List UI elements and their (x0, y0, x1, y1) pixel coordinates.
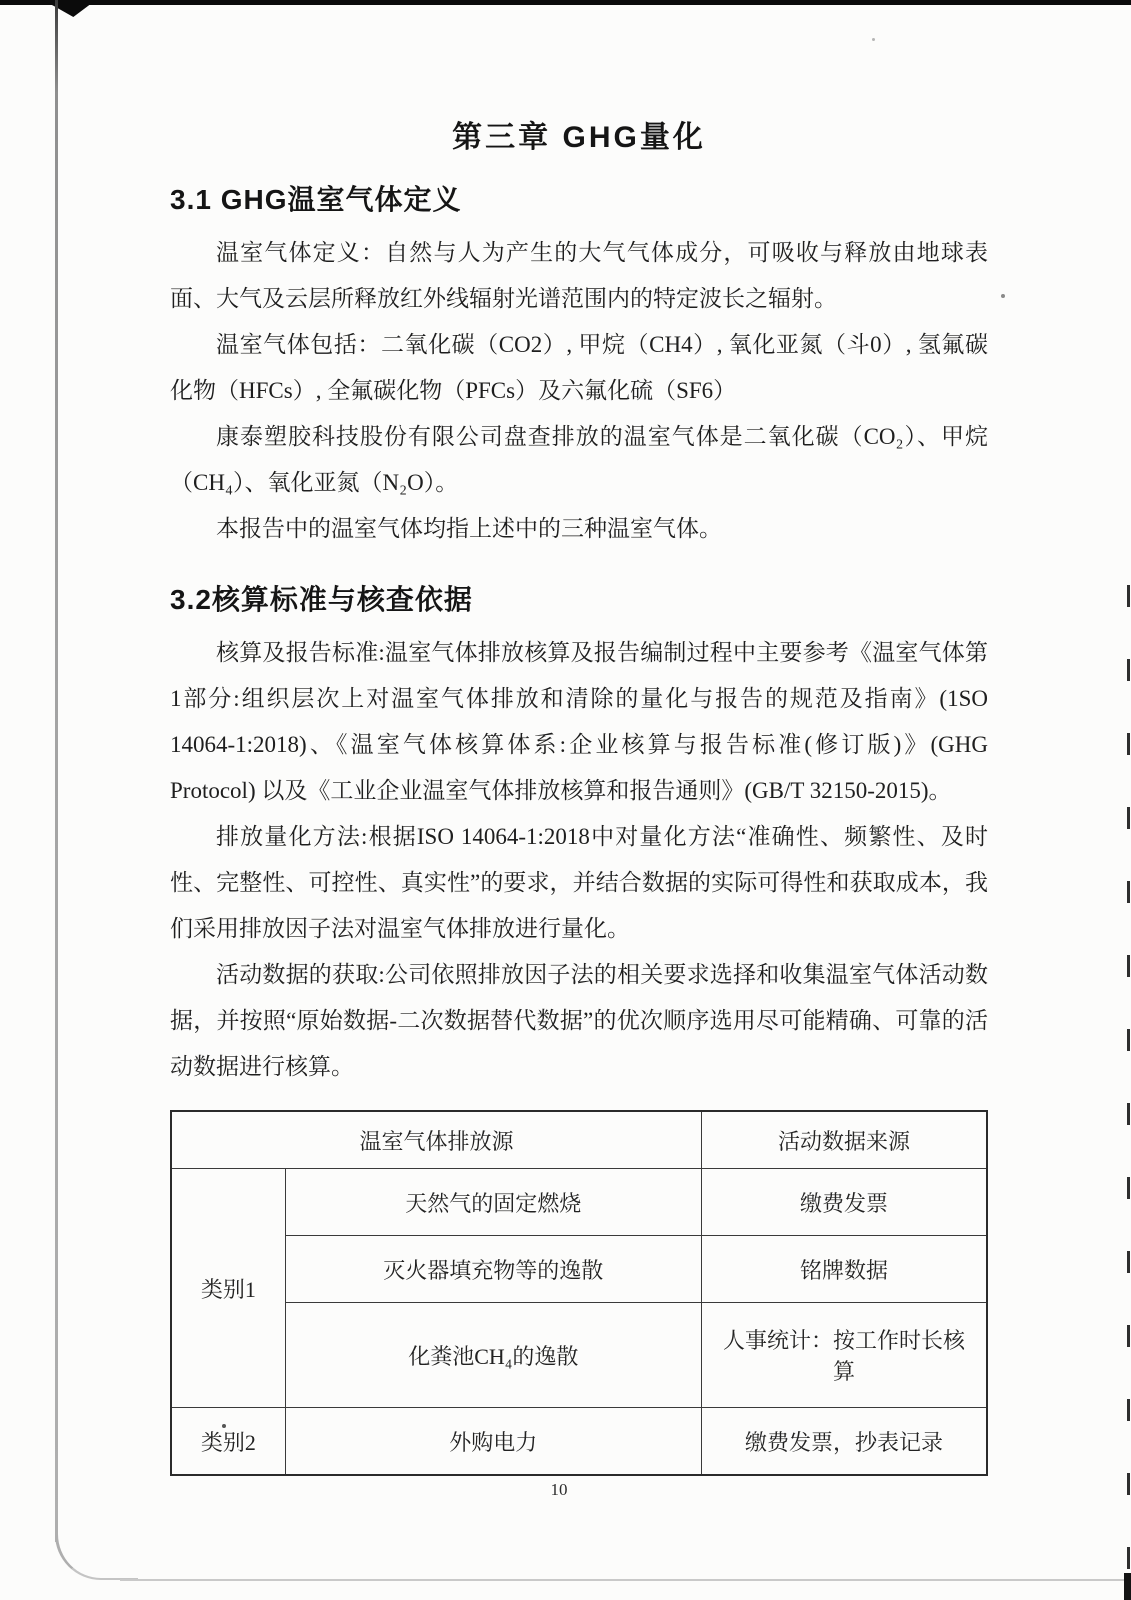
scan-artifact-corner-mark (1124, 1573, 1131, 1600)
section-3-2-heading: 3.2核算标准与核查依据 (170, 584, 473, 615)
table-row (171, 1408, 987, 1476)
table-cell-source: 天然气的固定燃烧 (285, 1169, 701, 1236)
scan-speck (872, 38, 875, 41)
table-row (171, 1169, 987, 1236)
table-cell-data: 人事统计：按工作时长核算 (701, 1303, 987, 1408)
section-3-1-heading: 3.1 GHG温室气体定义 (170, 184, 462, 215)
section-3-1-paragraph-2: 温室气体包括：二氧化碳（CO2）, 甲烷（CH4）, 氧化亚氮（斗0）, 氢氟碳化物（HFCs）, 全氟碳化物（PFCs）及六氟化硫（SF6） (170, 332, 988, 403)
scan-artifact-top-wedge (42, 0, 96, 17)
chapter-title: 第三章 GHG量化 (452, 121, 706, 154)
emission-source-table (170, 1110, 988, 1476)
table-cell-category-2: 类别2 (171, 1408, 285, 1476)
scan-artifact-top-edge (0, 0, 1131, 5)
table-cell-category-1: 类别1 (171, 1169, 285, 1408)
table-row (171, 1236, 987, 1303)
page-content (170, 112, 988, 1476)
section-3-1-paragraph-1: 温室气体定义：自然与人为产生的大气气体成分，可吸收与释放由地球表面、大气及云层所释放红外线辐射光谱范围内的特定波长之辐射。 (170, 240, 988, 311)
table-cell-data: 缴费发票，抄表记录 (701, 1408, 987, 1476)
scan-artifact-bottom-left-curve (55, 1520, 138, 1580)
table-header-emission-source: 温室气体排放源 (171, 1111, 701, 1169)
table-cell-source: 化粪池CH₄的逸散 (285, 1303, 701, 1408)
section-3-2-paragraph-2: 排放量化方法:根据ISO 14064-1:2018中对量化方法“准确性、频繁性、及时性、完整性、可控性、真实性”的要求，并结合数据的实际可得性和获取成本，我们采用排放因子法对温室气体排放进行量化。 (170, 824, 988, 941)
scan-artifact-bottom-edge (120, 1579, 1131, 1581)
section-3-2-paragraph-3: 活动数据的获取:公司依照排放因子法的相关要求选择和收集温室气体活动数据，并按照“原始数据-二次数据替代数据”的优次顺序选用尽可能精确、可靠的活动数据进行核算。 (170, 962, 988, 1079)
scan-speck (1001, 294, 1005, 298)
table-row (171, 1303, 987, 1408)
table-cell-data: 铭牌数据 (701, 1236, 987, 1303)
scan-artifact-right-dashed-edge (1127, 585, 1130, 1600)
table-header-activity-data: 活动数据来源 (701, 1111, 987, 1169)
table-cell-source: 外购电力 (285, 1408, 701, 1476)
table-header-row (171, 1111, 987, 1169)
page-number: 10 (550, 1480, 568, 1499)
section-3-2-paragraph-1: 核算及报告标准:温室气体排放核算及报告编制过程中主要参考《温室气体第1部分:组织层次上对温室气体排放和清除的量化与报告的规范及指南》(1SO 14064-1:2018)、《温室气体核算体系:企业核算与报告标准(修订版)》(GHG Protocol) 以及《工业企业温室气体排放核算和报告通则》(GB/T 32150-2015)。 (170, 640, 988, 803)
section-3-1-paragraph-4: 本报告中的温室气体均指上述中的三种温室气体。 (216, 516, 722, 541)
table-cell-source: 灭火器填充物等的逸散 (285, 1236, 701, 1303)
table-cell-data: 缴费发票 (701, 1169, 987, 1236)
section-3-1-paragraph-3: 康泰塑胶科技股份有限公司盘查排放的温室气体是二氧化碳（CO₂）、甲烷（CH₄）、氧化亚氮（N₂O）。 (170, 424, 988, 495)
scan-artifact-left-fold-line (55, 0, 58, 1542)
